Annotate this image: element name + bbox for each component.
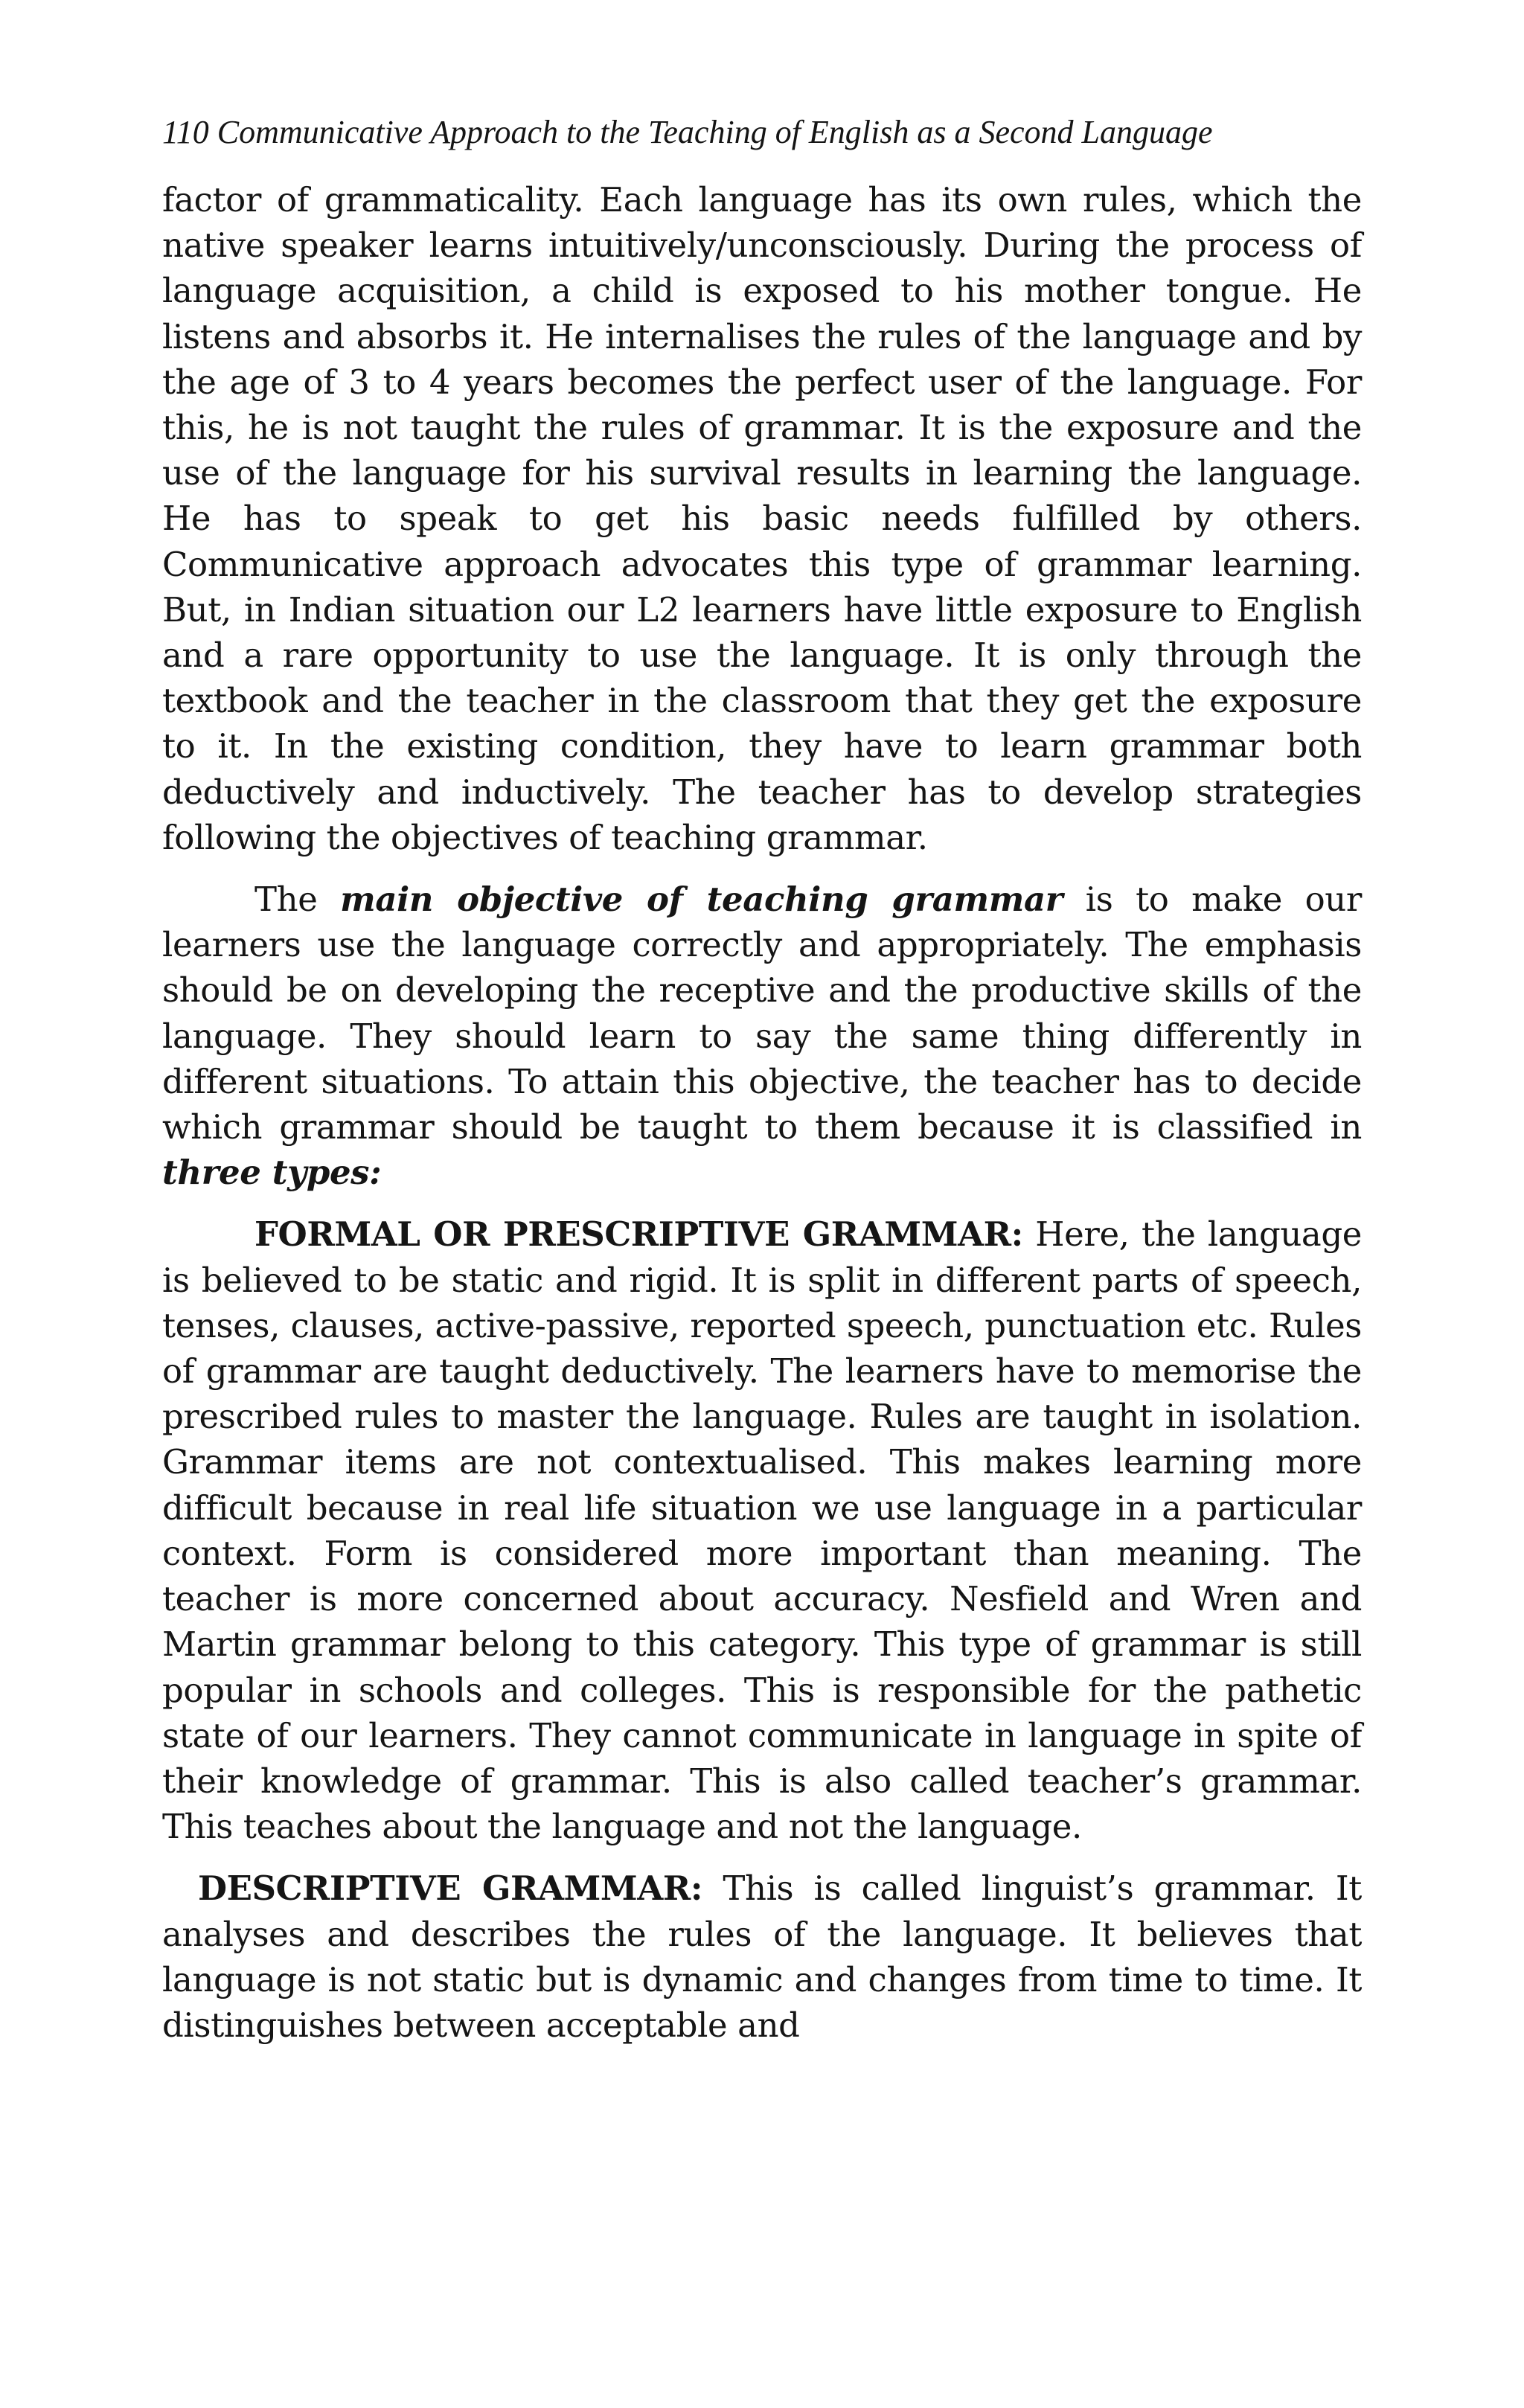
descriptive-grammar-body: This is called linguist’s grammar. It analyses and describes the rules of the language. It believes that language is not static but is dynamic and changes from time to time. It distinguishes between acceptable and	[162, 1869, 1362, 2045]
running-head: 110 Communicative Approach to the Teaching of English as a Second Language	[162, 114, 1213, 150]
paragraph-main-objective-body: is to make our learners use the language correctly and appropriately. The emphasis should be on developing the receptive and the productive skills of the language. They should learn to say the same thing differently in different situations. To attain this objective, the teacher has to decide which grammar should be taught to them because it is classified in	[162, 880, 1362, 1147]
paragraph-formal-grammar	[162, 1211, 1362, 1849]
paragraph-grammaticality: factor of grammaticality. Each language has its own rules, which the native speaker learns intuitively/unconsciously. During the process of language acquisition, a child is exposed to his mother tongue. He listens and absorbs it. He internalises the rules of the language and by the age of 3 to 4 years becomes the perfect user of the language. For this, he is not taught the rules of grammar. It is the exposure and the use of the language for his survival results in learning the language. He has to speak to get his basic needs fulfilled by others. Communicative approach advocates this type of grammar learning. But, in Indian situation our L2 learners have little exposure to English and a rare opportunity to use the language. It is only through the textbook and the teacher in the classroom that they get the exposure to it. In the existing condition, they have to learn grammar both deductively and inductively. The teacher has to develop strategies following the objectives of teaching grammar.	[162, 180, 1362, 857]
book-page	[162, 112, 1362, 2048]
formal-grammar-body: Here, the language is believed to be static and rigid. It is split in different parts of speech, tenses, clauses, active-passive, reported speech, punctuation etc. Rules of grammar are taught deductively. The learners have to memorise the prescribed rules to master the language. Rules are taught in isolation. Grammar items are not contextualised. This makes learning more difficult because in real life situation we use language in a particular context. Form is considered more important than meaning. The teacher is more concerned about accuracy. Nesfield and Wren and Martin grammar belong to this category. This type of grammar is still popular in schools and colleges. This is responsible for the pathetic state of our learners. They cannot communicate in language in spite of their knowledge of grammar. This is also called teacher’s grammar. This teaches about the language and not the language.	[162, 1214, 1362, 1847]
paragraph-main-objective	[162, 877, 1362, 1195]
paragraph-descriptive-grammar	[162, 1866, 1362, 2048]
formal-grammar-heading: FORMAL OR PRESCRIPTIVE GRAMMAR:	[254, 1214, 1023, 1255]
descriptive-grammar-heading: DESCRIPTIVE GRAMMAR:	[198, 1869, 703, 1909]
paragraph-main-objective-start: The	[254, 880, 341, 920]
three-types-emphasis: three types:	[162, 1153, 382, 1193]
main-objective-emphasis: main objective of teaching grammar	[340, 880, 1063, 920]
